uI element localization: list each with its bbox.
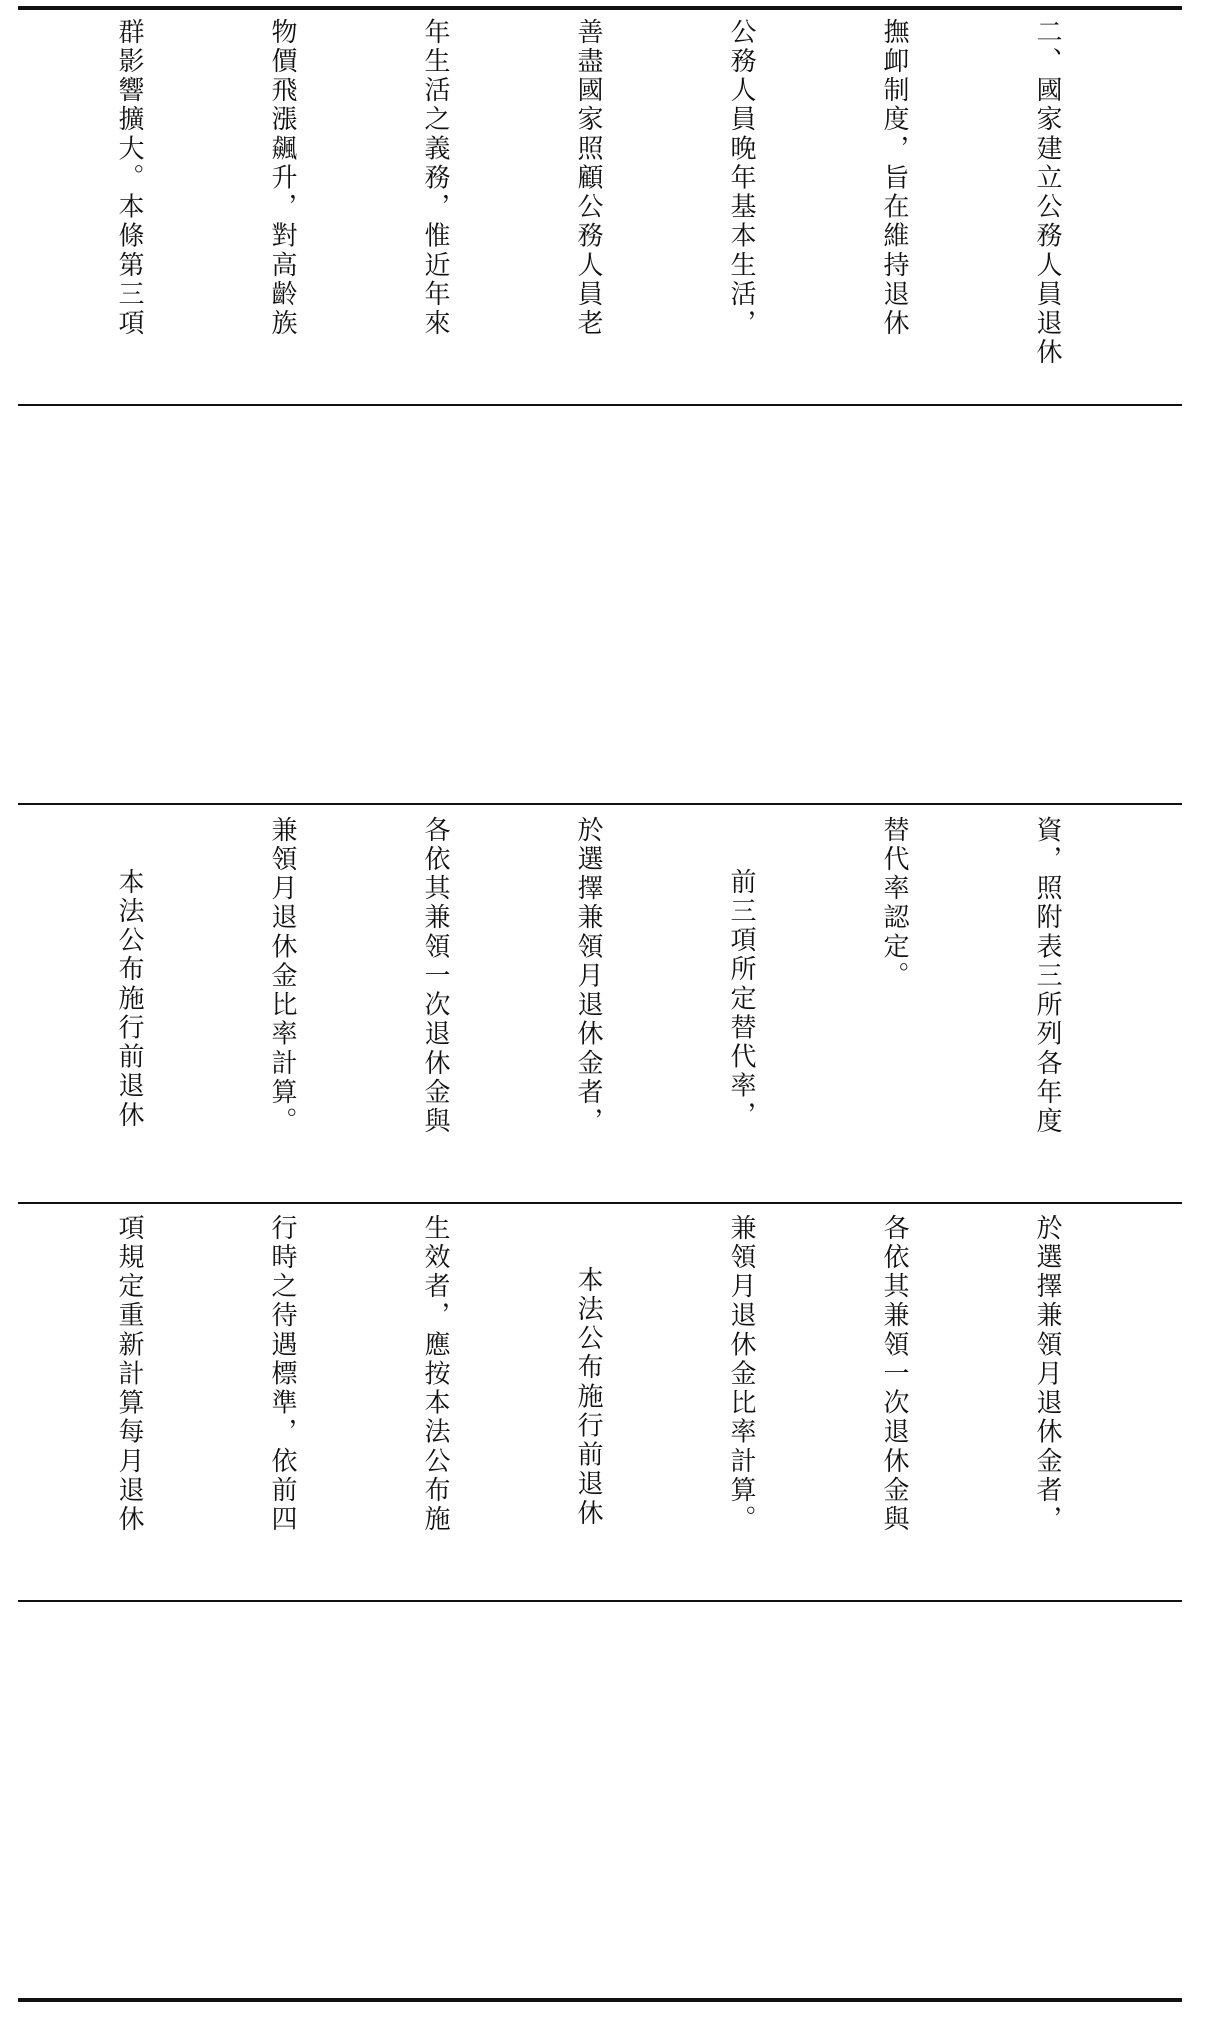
text-line: 替代率認定。 <box>879 816 909 991</box>
text-line: 生效者，應按本法公布施 <box>420 1214 450 1535</box>
text-line: 二、國家建立公務人員退休 <box>1032 18 1062 368</box>
text-line: 撫卹制度，旨在維持退休 <box>879 18 909 339</box>
text-line: 於選擇兼領月退休金者， <box>573 816 603 1137</box>
text-line: 兼領月退休金比率計算。 <box>726 1214 756 1535</box>
text-line <box>0 1214 1 1594</box>
text-line: 兼領月退休金比率計算。 <box>267 816 297 1137</box>
text-line: 物價飛漲飆升，對高齡族 <box>267 18 297 339</box>
text-line: 本法公布施行前退休 <box>573 1266 603 1529</box>
top-border-rule <box>18 6 1182 10</box>
text-line: 各依其兼領一次退休金與 <box>879 1214 909 1535</box>
text-line: 本法公布施行前退休 <box>114 868 144 1131</box>
middle-block-bottom-rule <box>18 1202 1182 1204</box>
bottom-text-block <box>0 1214 1174 1594</box>
text-line: 群影響擴大。本條第三項 <box>114 18 144 339</box>
text-line: 公務人員晚年基本生活， <box>726 18 756 339</box>
middle-text-block <box>0 816 1174 1196</box>
bottom-block-bottom-rule <box>18 1600 1182 1602</box>
text-line <box>0 816 1 1196</box>
text-line: 資，照附表三所列各年度 <box>1032 816 1062 1137</box>
text-line <box>0 18 1 398</box>
top-block-bottom-rule <box>18 404 1182 406</box>
page-bottom-rule <box>18 1998 1182 2002</box>
text-line: 各依其兼領一次退休金與 <box>420 816 450 1137</box>
text-line: 善盡國家照顧公務人員老 <box>573 18 603 339</box>
text-line: 前三項所定替代率， <box>726 868 756 1131</box>
text-line: 於選擇兼領月退休金者， <box>1032 1214 1062 1535</box>
top-text-block <box>0 18 1174 398</box>
middle-block-top-rule <box>18 803 1182 805</box>
text-line: 項規定重新計算每月退休 <box>114 1214 144 1535</box>
text-line: 年生活之義務，惟近年來 <box>420 18 450 339</box>
text-line: 行時之待遇標準，依前四 <box>267 1214 297 1535</box>
